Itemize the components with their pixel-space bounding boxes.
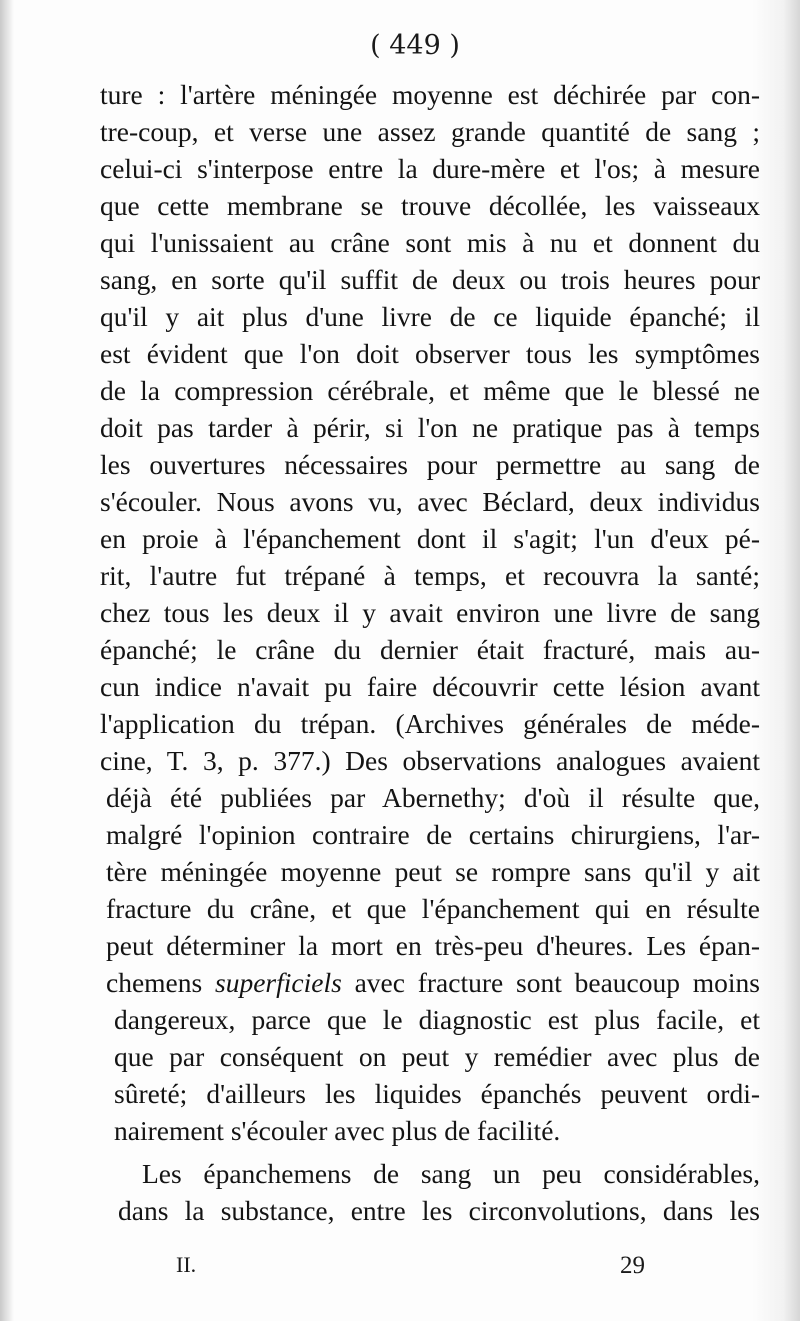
text-line: ture : l'artère méningée moyenne est déchirée par con- bbox=[100, 79, 760, 110]
text-line: en proie à l'épanchement dont il s'agit; l'un d'eux pé- bbox=[100, 523, 760, 554]
text-fragment: chemens bbox=[106, 967, 215, 998]
text-line: chez tous les deux il y avait environ une livre de sang bbox=[100, 597, 760, 628]
text-line: fracture du crâne, et que l'épanchement qui en résulte bbox=[106, 893, 760, 924]
text-line: déjà été publiées par Abernethy; d'où il résulte que, bbox=[106, 782, 760, 813]
text-line: nairement s'écouler avec plus de facilité. bbox=[114, 1115, 561, 1146]
text-line: est évident que l'on doit observer tous les symptômes bbox=[100, 338, 760, 369]
text-line: épanché; le crâne du dernier était fracturé, mais au- bbox=[100, 634, 760, 665]
page-number: ( 449 ) bbox=[370, 30, 460, 61]
text-line-paragraph-start: Les épanchemens de sang un peu considérables, bbox=[142, 1158, 760, 1189]
text-line: cine, T. 3, p. 377.) Des observations analogues avaient bbox=[100, 745, 760, 776]
text-line: peut déterminer la mort en très-peu d'heures. Les épan- bbox=[106, 930, 760, 961]
text-line: dangereux, parce que le diagnostic est plus facile, et bbox=[114, 1004, 760, 1035]
page-footer bbox=[0, 1252, 800, 1292]
text-line: sang, en sorte qu'il suffit de deux ou trois heures pour bbox=[100, 264, 760, 295]
text-line: que cette membrane se trouve décollée, les vaisseaux bbox=[100, 190, 760, 221]
text-line: doit pas tarder à périr, si l'on ne pratique pas à temps bbox=[100, 412, 760, 443]
text-line: de la compression cérébrale, et même que le blessé ne bbox=[100, 375, 760, 406]
text-fragment: avec fracture sont beaucoup moins bbox=[341, 967, 760, 998]
text-line: rit, l'autre fut trépané à temps, et recouvra la santé; bbox=[100, 560, 760, 591]
page-gutter-shadow bbox=[0, 0, 14, 1321]
text-line: tre-coup, et verse une assez grande quantité de sang ; bbox=[100, 116, 760, 147]
text-line: sûreté; d'ailleurs les liquides épanchés peuvent ordi- bbox=[114, 1078, 760, 1109]
text-line: qui l'unissaient au crâne sont mis à nu et donnent du bbox=[100, 227, 760, 258]
signature-mark: II. bbox=[176, 1252, 197, 1277]
text-line: cun indice n'avait pu faire découvrir cette lésion avant bbox=[100, 671, 760, 702]
text-line-with-italic bbox=[92, 964, 760, 1001]
text-line: les ouvertures nécessaires pour permettre au sang de bbox=[100, 449, 760, 480]
italic-term: superficiels bbox=[215, 967, 342, 998]
text-line: qu'il y ait plus d'une livre de ce liquide épanché; il bbox=[100, 301, 760, 332]
text-line: que par conséquent on peut y remédier avec plus de bbox=[114, 1041, 760, 1072]
sheet-number: 29 bbox=[620, 1252, 645, 1279]
text-line: s'écouler. Nous avons vu, avec Béclard, deux individus bbox=[100, 486, 760, 517]
text-line: celui-ci s'interpose entre la dure-mère et l'os; à mesure bbox=[100, 153, 760, 184]
body-text bbox=[92, 76, 760, 1229]
text-line: dans la substance, entre les circonvolutions, dans les bbox=[118, 1195, 760, 1226]
text-line: l'application du trépan. (Archives générales de méde- bbox=[100, 708, 760, 739]
text-line: malgré l'opinion contraire de certains chirurgiens, l'ar- bbox=[106, 819, 760, 850]
text-line: tère méningée moyenne peut se rompre sans qu'il y ait bbox=[106, 856, 760, 887]
